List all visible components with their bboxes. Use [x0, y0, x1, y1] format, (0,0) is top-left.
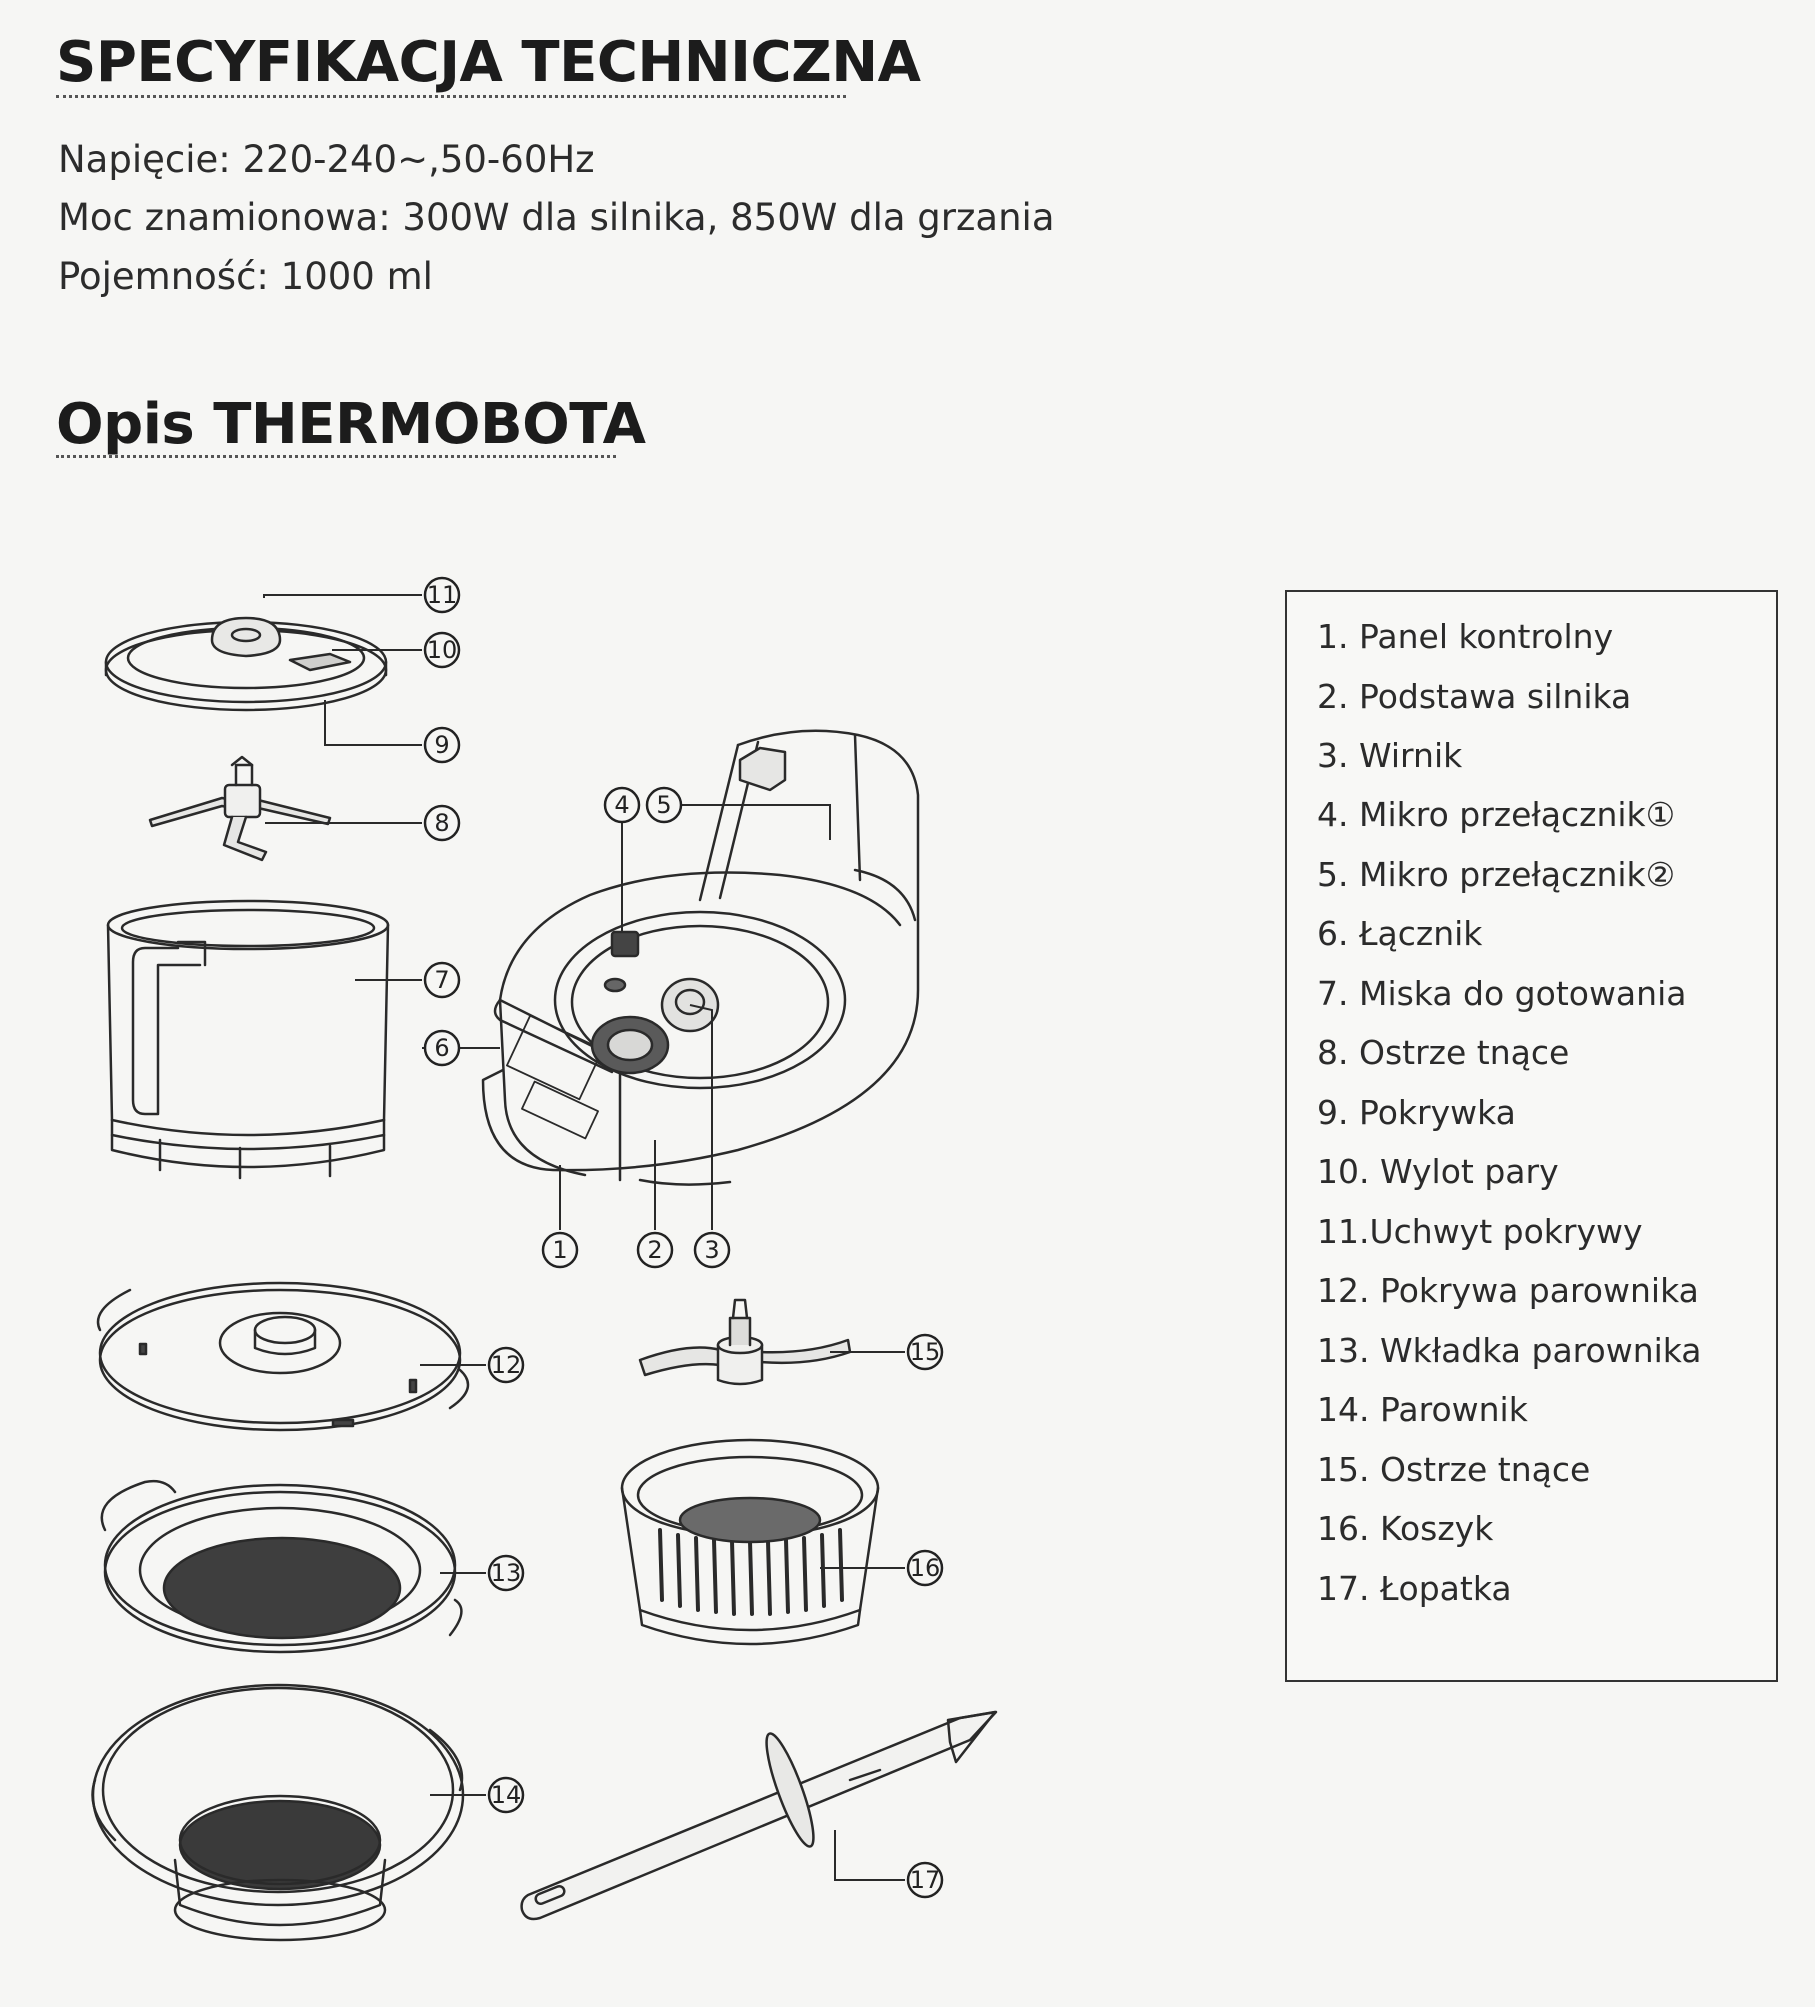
svg-text:9: 9: [434, 731, 450, 759]
callout-11: [425, 578, 459, 612]
legend-item-16: 16. Koszyk: [1317, 1509, 1494, 1548]
legend-item-11: 11.Uchwyt pokrywy: [1317, 1212, 1643, 1251]
steamer-lid-drawing: [98, 1283, 468, 1430]
blade-8-drawing: [150, 757, 330, 860]
callout-5: [647, 788, 681, 822]
legend-item-17: 17. Łopatka: [1317, 1569, 1512, 1608]
svg-text:10: 10: [426, 636, 458, 664]
spec-power: Moc znamionowa: 300W dla silnika, 850W dla grzania: [58, 196, 1055, 239]
svg-text:3: 3: [704, 1236, 720, 1264]
callout-2: [638, 1233, 672, 1267]
legend-item-1: 1. Panel kontrolny: [1317, 617, 1614, 656]
legend-item-7: 7. Miska do gotowania: [1317, 974, 1687, 1013]
callouts: [425, 578, 942, 1897]
svg-text:16: 16: [909, 1554, 941, 1582]
legend-item-9: 9. Pokrywka: [1317, 1093, 1516, 1132]
callout-7: [425, 963, 459, 997]
legend-item-2: 2. Podstawa silnika: [1317, 677, 1632, 716]
legend-item-13: 13. Wkładka parownika: [1317, 1331, 1702, 1370]
callout-8: [425, 806, 459, 840]
svg-text:6: 6: [434, 1034, 450, 1062]
lid-drawing: [106, 618, 386, 710]
svg-text:14: 14: [490, 1781, 522, 1809]
legend-item-8: 8. Ostrze tnące: [1317, 1033, 1570, 1072]
steamer-drawing: [93, 1685, 464, 1940]
callout-17: [908, 1863, 942, 1897]
svg-text:2: 2: [647, 1236, 663, 1264]
spec-voltage: Napięcie: 220-240~,50-60Hz: [58, 138, 595, 181]
spec-capacity: Pojemność: 1000 ml: [58, 255, 433, 298]
spec-title: SPECYFIKACJA TECHNICZNA: [56, 30, 921, 95]
parts-legend: [1285, 590, 1778, 1682]
legend-item-14: 14. Parownik: [1317, 1390, 1528, 1429]
svg-text:17: 17: [909, 1866, 941, 1894]
callout-1: [543, 1233, 577, 1267]
svg-text:13: 13: [490, 1559, 522, 1587]
callout-10: [425, 633, 459, 667]
callout-3: [695, 1233, 729, 1267]
svg-text:5: 5: [656, 791, 672, 819]
callout-13: [489, 1556, 523, 1590]
legend-item-12: 12. Pokrywa parownika: [1317, 1271, 1699, 1310]
cooking-bowl-drawing: [108, 901, 388, 1178]
steamer-tray-drawing: [102, 1481, 462, 1652]
description-title: Opis THERMOBOTA: [56, 392, 646, 457]
svg-text:4: 4: [614, 791, 630, 819]
legend-item-4: 4. Mikro przełącznik①: [1317, 795, 1676, 834]
legend-item-6: 6. Łącznik: [1317, 914, 1483, 953]
svg-text:12: 12: [490, 1351, 522, 1379]
callout-14: [489, 1778, 523, 1812]
callout-12: [489, 1348, 523, 1382]
callout-4: [605, 788, 639, 822]
motor-base-drawing: [483, 731, 918, 1185]
svg-text:11: 11: [426, 581, 458, 609]
legend-item-5: 5. Mikro przełącznik②: [1317, 855, 1676, 894]
legend-item-3: 3. Wirnik: [1317, 736, 1463, 775]
callout-16: [908, 1551, 942, 1585]
basket-drawing: [622, 1440, 878, 1644]
blade-15-drawing: [640, 1300, 850, 1384]
svg-text:15: 15: [909, 1338, 941, 1366]
svg-text:8: 8: [434, 809, 450, 837]
callout-9: [425, 728, 459, 762]
svg-text:7: 7: [434, 966, 450, 994]
legend-item-10: 10. Wylot pary: [1317, 1152, 1559, 1191]
callout-15: [908, 1335, 942, 1369]
callout-6: [425, 1031, 459, 1065]
legend-item-15: 15. Ostrze tnące: [1317, 1450, 1591, 1489]
svg-text:1: 1: [552, 1236, 568, 1264]
